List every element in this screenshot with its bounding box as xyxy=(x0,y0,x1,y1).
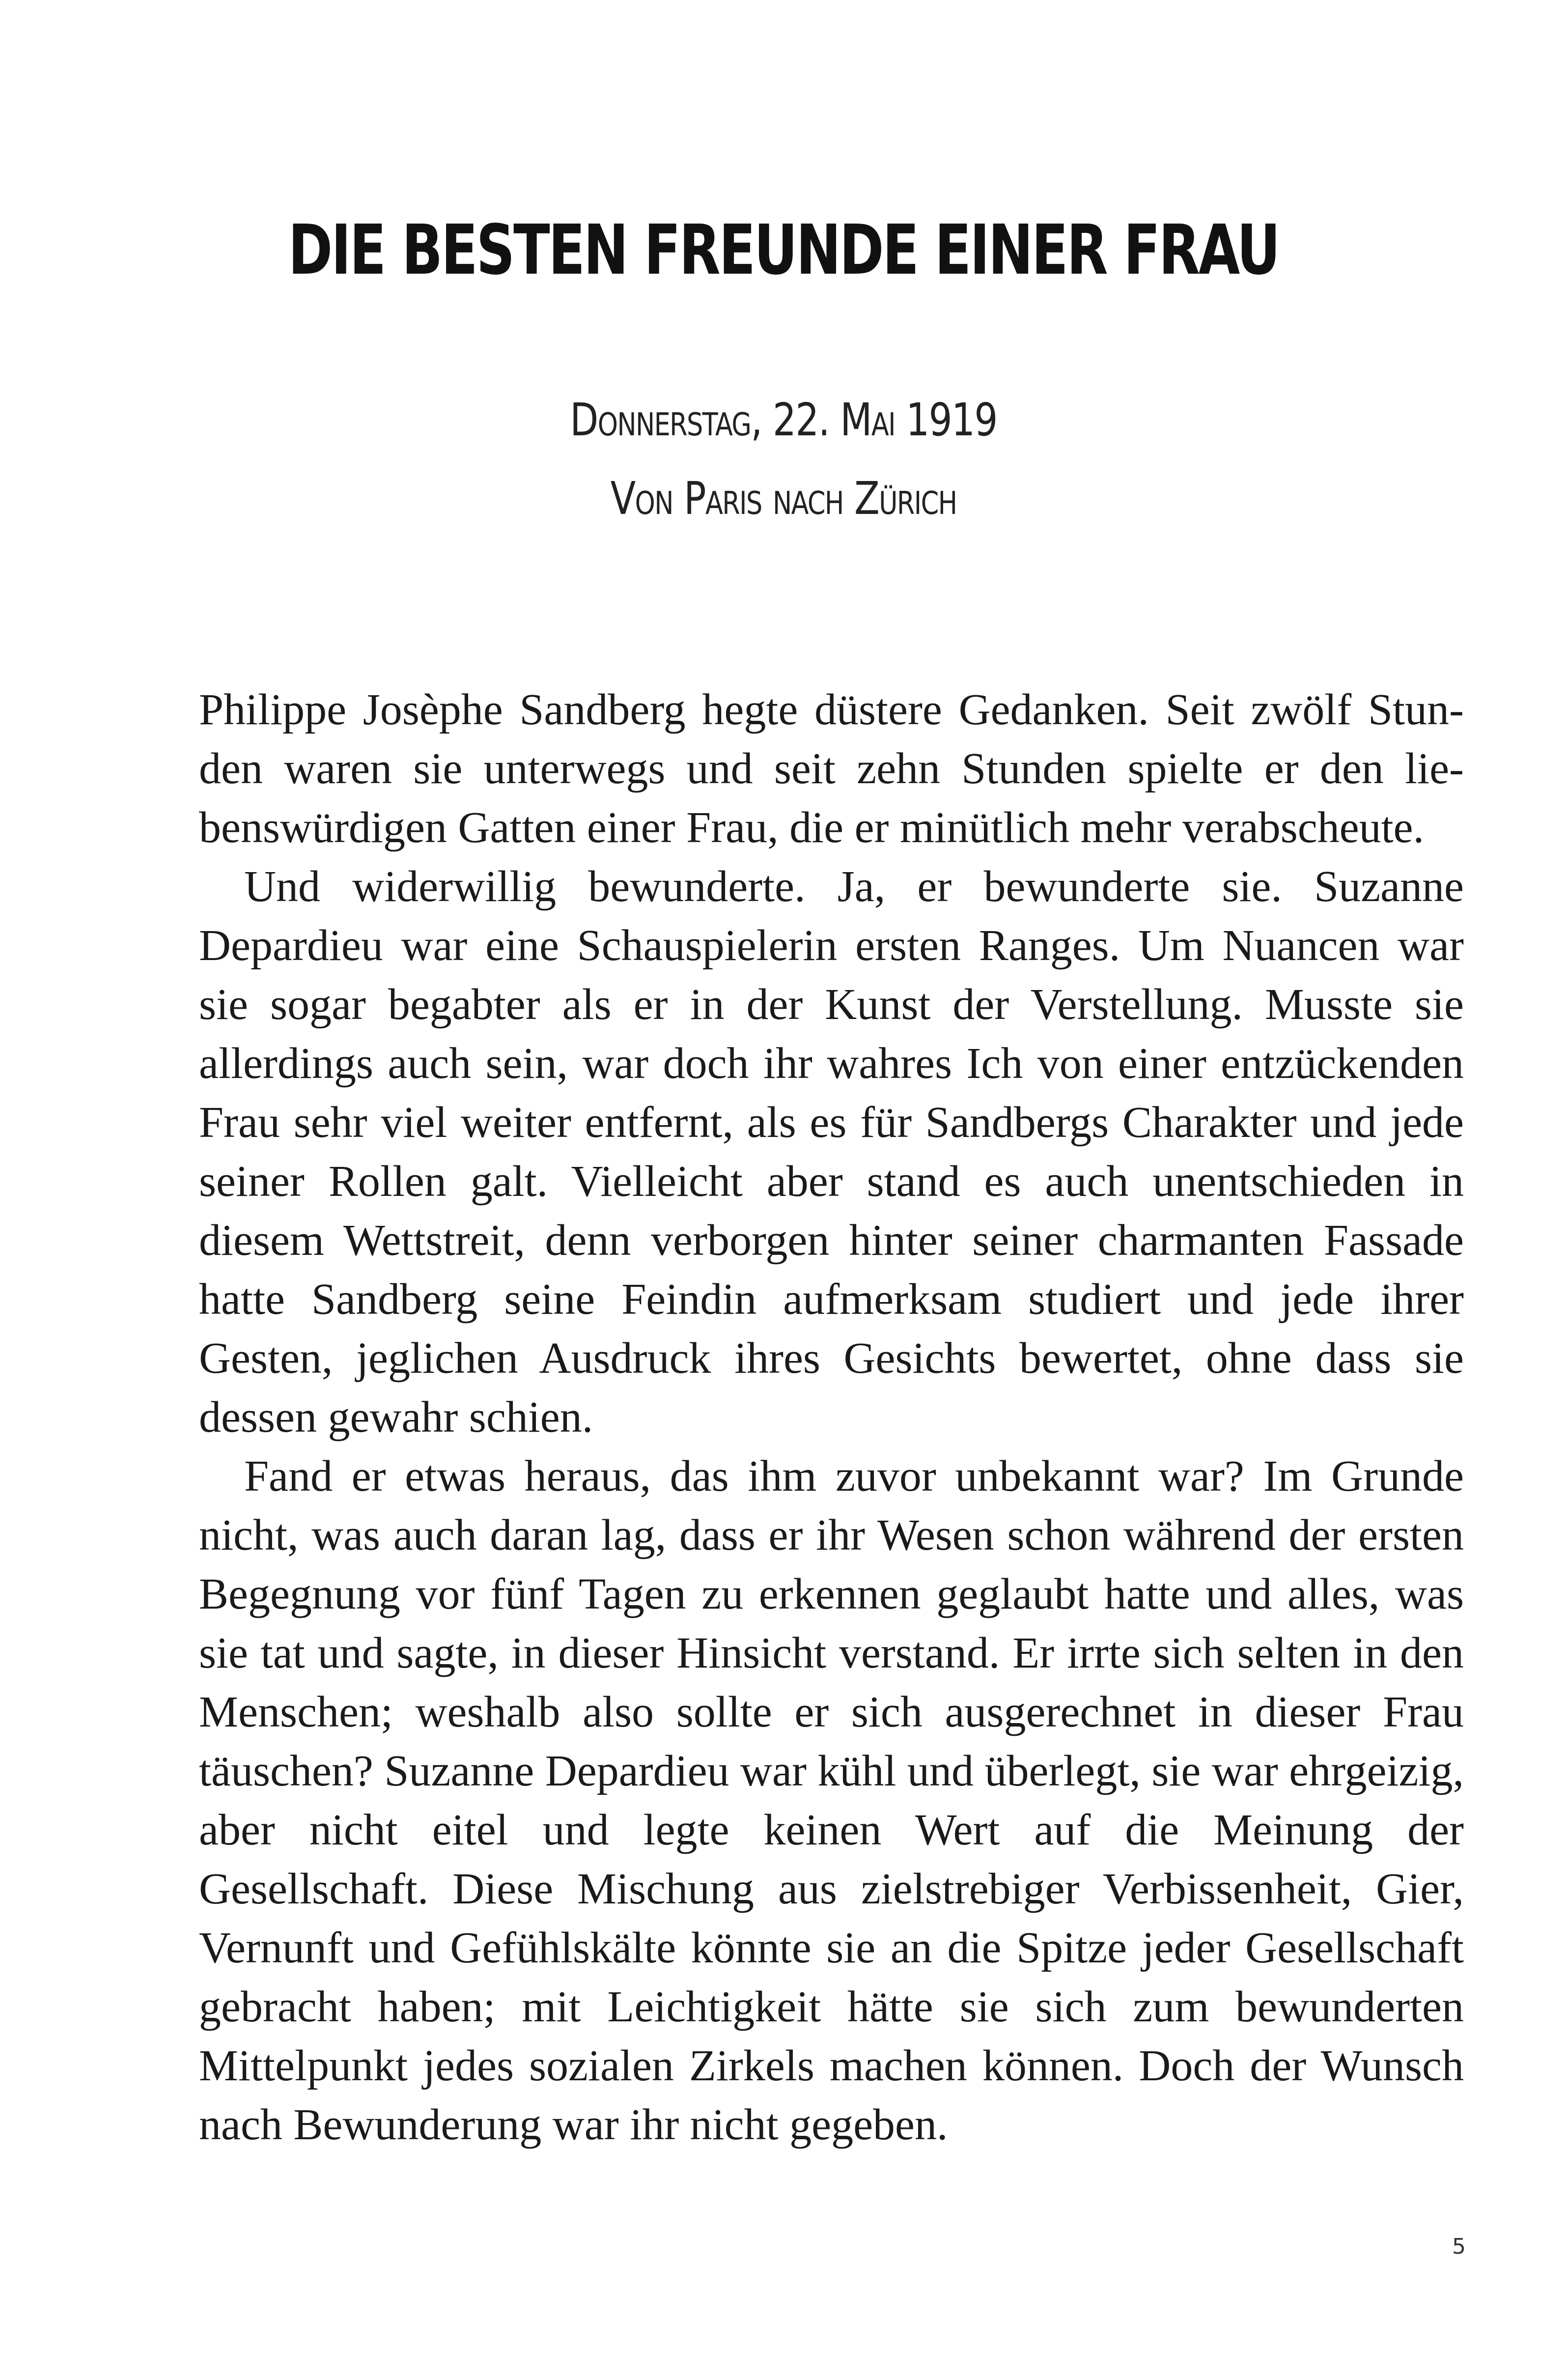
chapter-date: Donnerstag, 22. Mai 1919 xyxy=(570,394,997,446)
paragraph-1: Philippe Josèphe Sandberg hegte düstere Gedanken. Seit zwölf Stunden waren sie unterwegs und seit zehn Stunden spielte er den liebenswürdigen Gatten einer Frau, die er minütlich mehr verabscheute. xyxy=(199,685,1464,852)
paragraph-2: Und widerwillig bewunderte. Ja, er bewunderte sie. Suzanne Depardieu war eine Schauspielerin ersten Ranges. Um Nuancen war sie sogar begabter als er in der Kunst der Verstellung. Musste sie allerdings auch sein, war doch ihr wahres Ich von einer entzückenden Frau sehr viel weiter entfernt, als es für Sandbergs Charakter und jede seiner Rollen galt. Vielleicht aber stand es auch unentschieden in diesem Wettstreit, denn verborgen hinter seiner charmanten Fassade hatte Sandberg seine Feindin aufmerksam studiert und jede ihrer Gesten, jeglichen Ausdruck ihres Gesichts bewertet, ohne dass sie dessen gewahr schien. xyxy=(199,862,1464,1442)
chapter-title: DIE BESTEN FREUNDE EINER FRAU xyxy=(288,210,1279,290)
page-number: 5 xyxy=(1452,2234,1466,2259)
chapter-route: Von Paris nach Zürich xyxy=(610,472,957,525)
paragraph-3: Fand er etwas heraus, das ihm zuvor unbekannt war? Im Grunde nicht, was auch daran lag, dass er ihr Wesen schon während der ersten Begegnung vor fünf Tagen zu erkennen geglaubt hatte und alles, was sie tat und sagte, in dieser Hinsicht verstand. Er irrte sich selten in den Menschen; weshalb also sollte er sich ausgerechnet in dieser Frau täuschen? Suzanne Depardieu war kühl und überlegt, sie war ehrgeizig, aber nicht eitel und legte keinen Wert auf die Meinung der Gesellschaft. Diese Mischung aus zielstrebiger Verbissenheit, Gier, Vernunft und Gefühlskälte könnte sie an die Spitze jeder Gesellschaft gebracht haben; mit Leichtigkeit hätte sie sich zum bewunderten Mittelpunkt jedes sozialen Zirkels machen können. Doch der Wunsch nach Bewunderung war ihr nicht gegeben. xyxy=(199,1452,1464,2149)
body-text xyxy=(199,680,1464,2154)
